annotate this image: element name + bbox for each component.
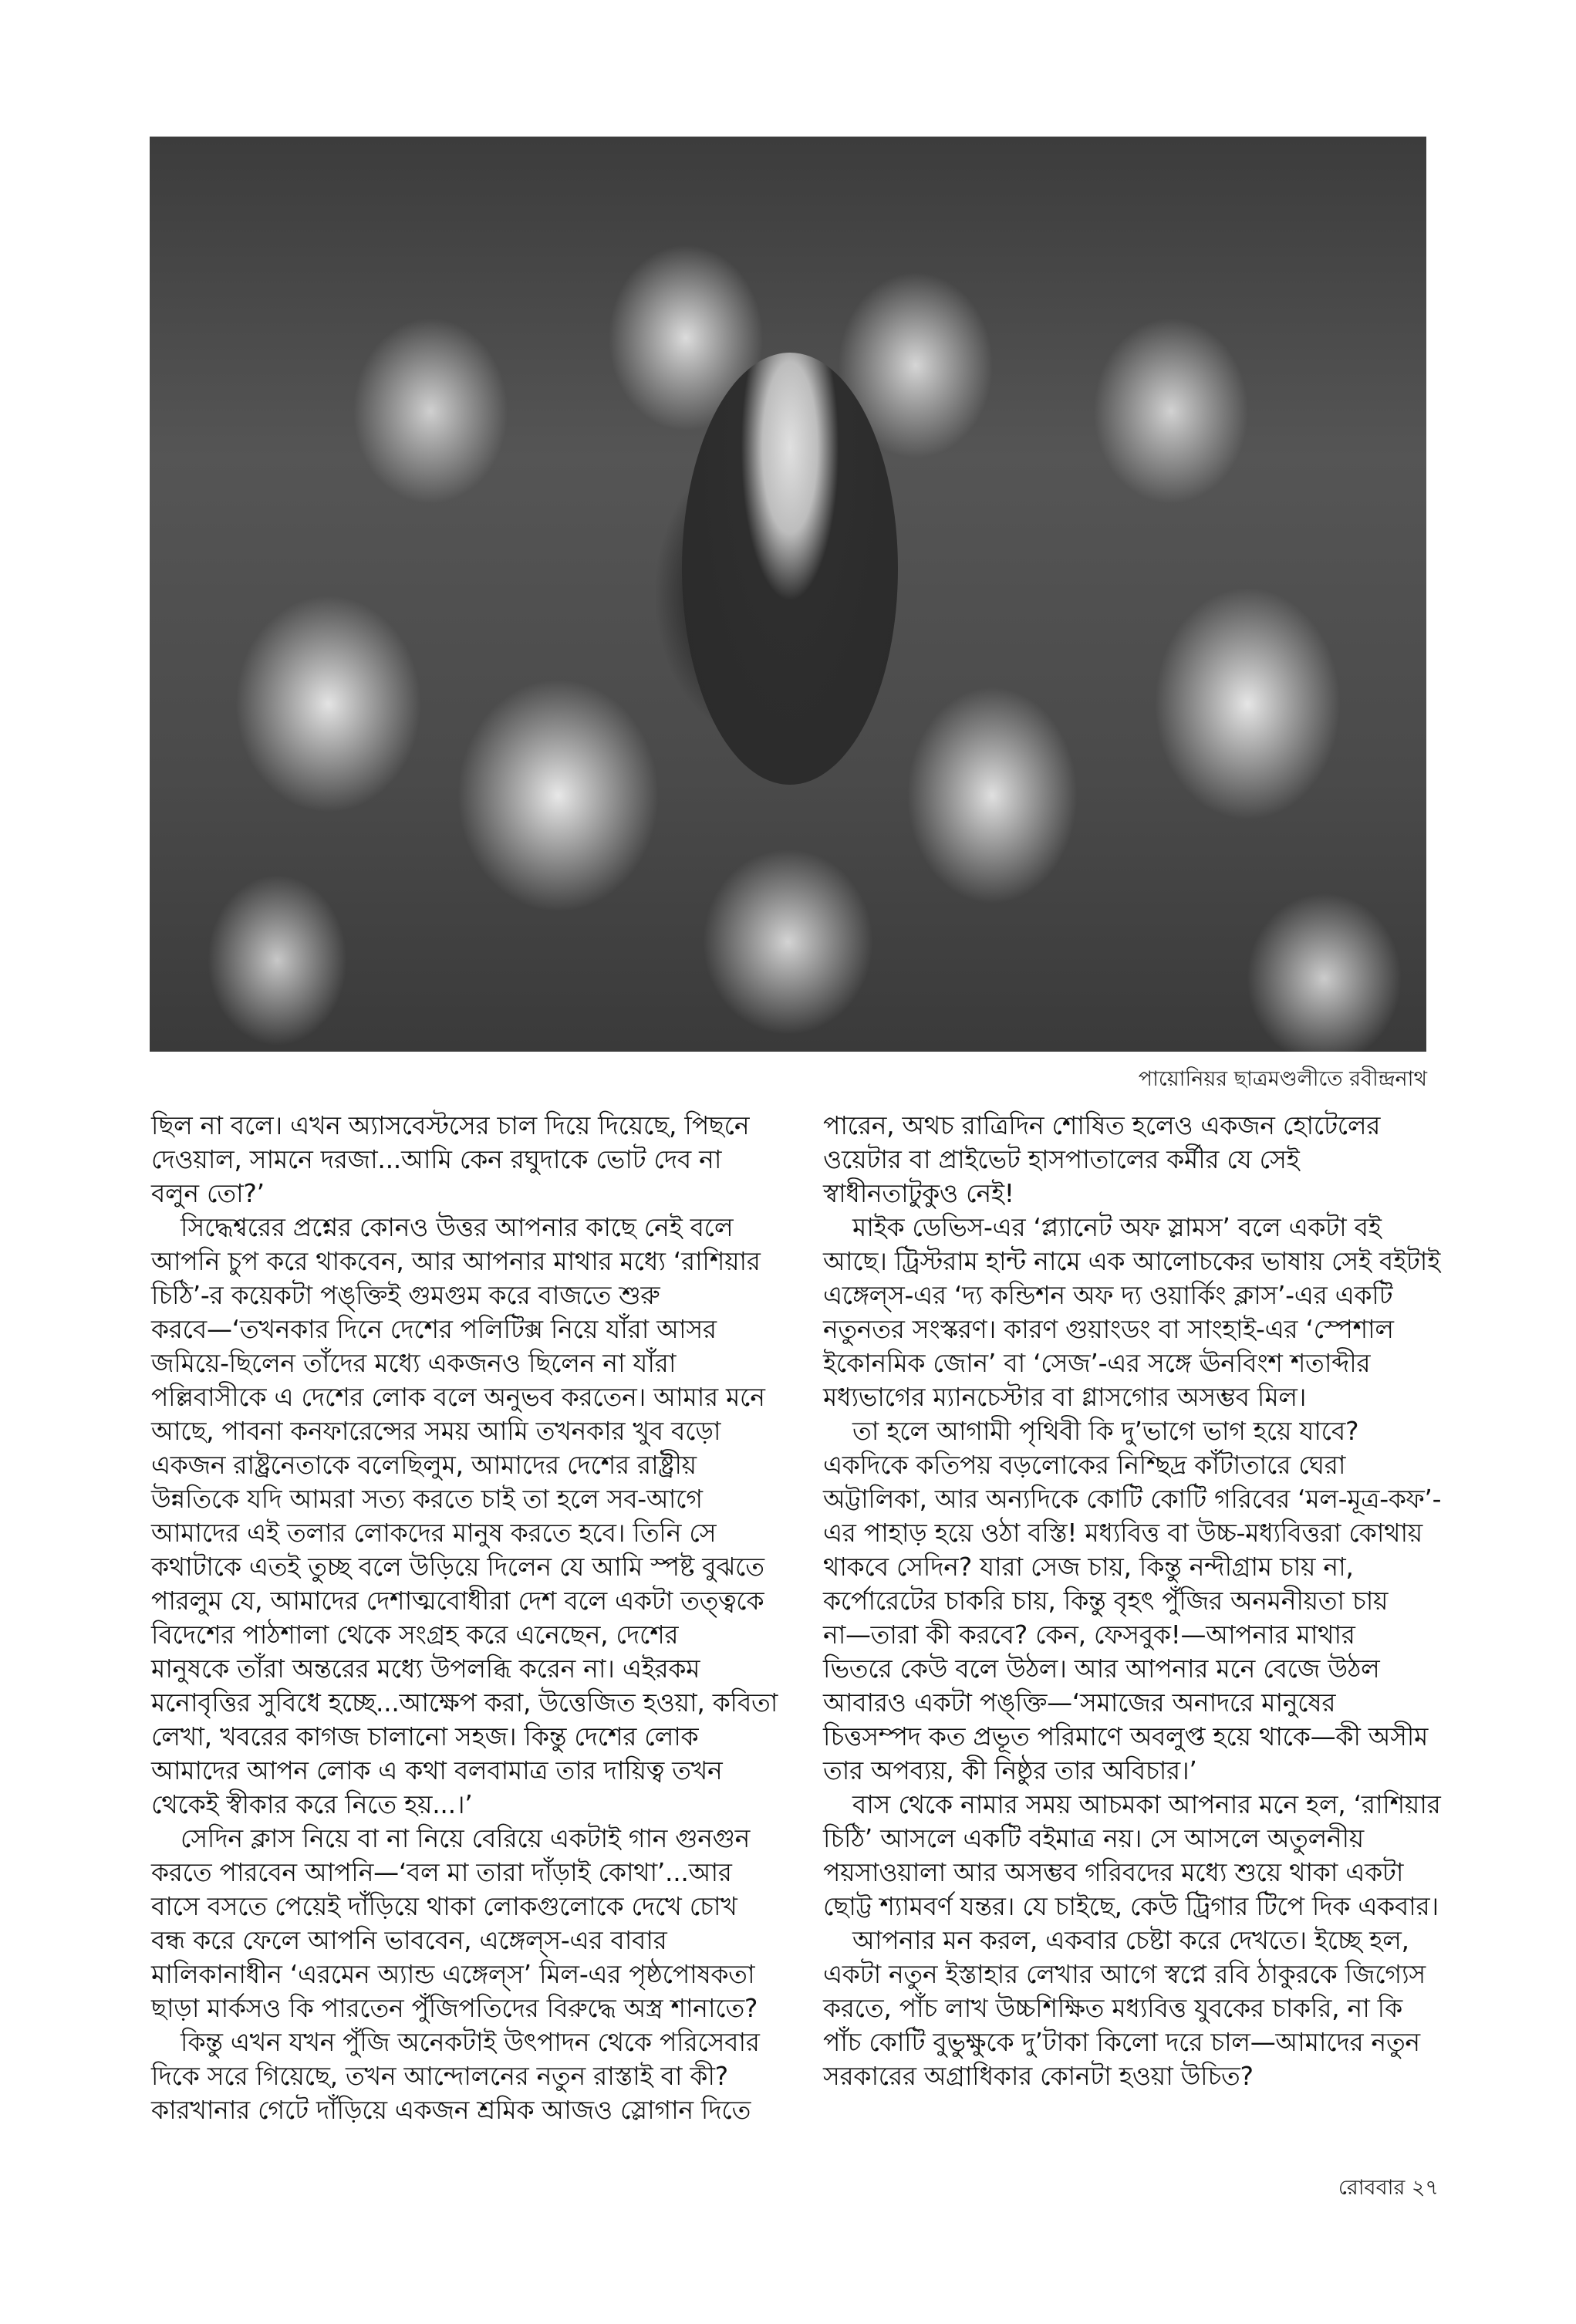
text-line: চিঠি’-র কয়েকটা পঙ্‌ক্তিই গুমগুম করে বাজতে শুরু (151, 1280, 660, 1310)
text-line: বন্ধ করে ফেলে আপনি ভাববেন, এঙ্গেল্‌স-এর বাবার (151, 1925, 667, 1955)
text-line: সেদিন ক্লাস নিয়ে বা না নিয়ে বেরিয়ে একটাই গান গুনগুন (181, 1823, 751, 1853)
text-line: থেকেই স্বীকার করে নিতে হয়...।’ (151, 1789, 473, 1819)
text-line: নতুনতর সংস্করণ। কারণ গুয়াংডং বা সাংহাই-এর ‘স্পেশাল (823, 1314, 1394, 1344)
text-line: মনোবৃত্তির সুবিধে হচ্ছে...আক্ষেপ করা, উত্তেজিত হওয়া, কবিতা (151, 1687, 778, 1718)
text-line: মালিকানাধীন ‘এরমেন অ্যান্ড এঙ্গেল্‌স’ মিল-এর পৃষ্ঠপোষকতা (151, 1959, 755, 1989)
text-line: আপনার মন করল, একবার চেষ্টা করে দেখতে। ইচ্ছে হল, (852, 1925, 1409, 1955)
text-line: বাসে বসতে পেয়েই দাঁড়িয়ে থাকা লোকগুলোকে দেখে চোখ (151, 1891, 737, 1921)
text-line: তার অপব্যয়, কী নিষ্ঠুর তার অবিচার।’ (823, 1755, 1197, 1785)
text-line: আছে। ট্রিস্টরাম হান্ট নামে এক আলোচকের ভাষায় সেই বইটাই (823, 1246, 1440, 1276)
text-line: ছিল না বলে। এখন অ্যাসবেস্টসের চাল দিয়ে দিয়েছে, পিছনে (151, 1110, 750, 1140)
article-column-left (151, 1109, 807, 2127)
text-line: জমিয়ে-ছিলেন তাঁদের মধ্যে একজনও ছিলেন না যাঁরা (151, 1348, 677, 1378)
text-line: তা হলে আগামী পৃথিবী কি দু’ভাগে ভাগ হয়ে যাবে? (852, 1416, 1359, 1446)
text-line: অট্টালিকা, আর অন্যদিকে কোটি কোটি গরিবের ‘মল-মূত্র-কফ’- (823, 1484, 1442, 1514)
text-line: ওয়েটার বা প্রাইভেট হাসপাতালের কর্মীর যে সেই (823, 1144, 1300, 1174)
text-line: আমাদের আপন লোক এ কথা বলবামাত্র তার দায়িত্ব তখন (151, 1755, 723, 1785)
text-line: দেওয়াল, সামনে দরজা...আমি কেন রঘুদাকে ভোট দেব না (151, 1144, 722, 1174)
text-line: বিদেশের পাঠশালা থেকে সংগ্রহ করে এনেছেন, দেশের (151, 1620, 679, 1650)
article-photo (150, 137, 1426, 1052)
text-line: থাকবে সেদিন? যারা সেজ চায়, কিন্তু নন্দীগ্রাম চায় না, (823, 1552, 1354, 1582)
text-line: কারখানার গেটে দাঁড়িয়ে একজন শ্রমিক আজও স্লোগান দিতে (151, 2095, 751, 2125)
text-line: উন্নতিকে যদি আমরা সত্য করতে চাই তা হলে সব-আগে (151, 1484, 703, 1514)
text-line: ইকোনমিক জোন’ বা ‘সেজ’-এর সঙ্গে ঊনবিংশ শতাব্দীর (823, 1348, 1371, 1378)
text-line: পাঁচ কোটি বুভুক্ষুকে দু’টাকা কিলো দরে চাল—আমাদের নতুন (823, 2027, 1420, 2057)
text-line: পল্লিবাসীকে এ দেশের লোক বলে অনুভব করতেন। আমার মনে (151, 1382, 765, 1412)
text-line: লেখা, খবরের কাগজ চালানো সহজ। কিন্তু দেশের লোক (151, 1721, 699, 1751)
text-line: বলুন তো?’ (151, 1178, 265, 1208)
text-line: আপনি চুপ করে থাকবেন, আর আপনার মাথার মধ্যে ‘রাশিয়ার (151, 1246, 761, 1276)
text-line: একদিকে কতিপয় বড়লোকের নিশ্ছিদ্র কাঁটাতারে ঘেরা (823, 1450, 1346, 1480)
text-line: মাইক ডেভিস-এর ‘প্ল্যানেট অফ স্লামস’ বলে একটা বই (852, 1212, 1382, 1242)
text-line: চিত্তসম্পদ কত প্রভূত পরিমাণে অবলুপ্ত হয়ে থাকে—কী অসীম (823, 1721, 1429, 1751)
text-line: কিন্তু এখন যখন পুঁজি অনেকটাই উৎপাদন থেকে পরিসেবার (181, 2027, 760, 2057)
text-line: চিঠি’ আসলে একটি বইমাত্র নয়। সে আসলে অতুলনীয় (823, 1823, 1364, 1853)
text-line: ভিতরে কেউ বলে উঠল। আর আপনার মনে বেজে উঠল (823, 1653, 1380, 1684)
text-line: আমাদের এই তলার লোকদের মানুষ করতে হবে। তিনি সে (151, 1518, 717, 1548)
text-line: না—তারা কী করবে? কেন, ফেসবুক!—আপনার মাথার (823, 1620, 1355, 1650)
text-line: পয়সাওয়ালা আর অসম্ভব গরিবদের মধ্যে শুয়ে থাকা একটা (823, 1857, 1404, 1887)
page-folio: রোববার ২৭ (1338, 2176, 1439, 2200)
photo-caption: পায়োনিয়র ছাত্রমণ্ডলীতে রবীন্দ্রনাথ (1138, 1067, 1427, 1091)
text-line: সরকারের অগ্রাধিকার কোনটা হওয়া উচিত? (823, 2061, 1254, 2091)
text-line: আবারও একটা পঙ্‌ক্তি—‘সমাজের অনাদরে মানুষের (823, 1687, 1336, 1718)
text-line: পারেন, অথচ রাত্রিদিন শোষিত হলেও একজন হোটেলের (823, 1110, 1381, 1140)
text-line: করবে—‘তখনকার দিনে দেশের পলিটিক্স নিয়ে যাঁরা আসর (151, 1314, 717, 1344)
text-line: পারলুম যে, আমাদের দেশাত্মবোধীরা দেশ বলে একটা তত্ত্বকে (151, 1586, 764, 1616)
text-line: করতে, পাঁচ লাখ উচ্চশিক্ষিত মধ্যবিত্ত যুবকের চাকরি, না কি (823, 1993, 1402, 2023)
text-line: মধ্যভাগের ম্যানচেস্টার বা গ্লাসগোর অসম্ভব মিল। (823, 1382, 1307, 1412)
text-line: আছে, পাবনা কনফারেন্সের সময় আমি তখনকার খুব বড়ো (151, 1416, 721, 1446)
article-column-right (823, 1109, 1456, 2093)
text-line: এর পাহাড় হয়ে ওঠা বস্তি! মধ্যবিত্ত বা উচ্চ-মধ্যবিত্তরা কোথায় (823, 1518, 1422, 1548)
central-figure (682, 353, 898, 785)
text-line: স্বাধীনতাটুকুও নেই! (823, 1178, 1014, 1208)
text-line: কথাটাকে এতই তুচ্ছ বলে উড়িয়ে দিলেন যে আমি স্পষ্ট বুঝতে (151, 1552, 764, 1582)
text-line: কর্পোরেটের চাকরি চায়, কিন্তু বৃহৎ পুঁজির অনমনীয়তা চায় (823, 1586, 1389, 1616)
text-line: মানুষকে তাঁরা অন্তরের মধ্যে উপলব্ধি করেন না। এইরকম (151, 1653, 700, 1684)
text-line: সিদ্ধেশ্বরের প্রশ্নের কোনও উত্তর আপনার কাছে নেই বলে (181, 1212, 734, 1242)
text-line: ছাড়া মার্কসও কি পারতেন পুঁজিপতিদের বিরুদ্ধে অস্ত্র শানাতে? (151, 1993, 758, 2023)
text-line: এঙ্গেল্‌স-এর ‘দ্য কন্ডিশন অফ দ্য ওয়ার্কিং ক্লাস’-এর একটি (823, 1280, 1393, 1310)
text-line: দিকে সরে গিয়েছে, তখন আন্দোলনের নতুন রাস্তাই বা কী? (151, 2061, 728, 2091)
text-line: ছোট্ট শ্যামবর্ণ যন্তর। যে চাইছে, কেউ ট্রিগার টিপে দিক একবার। (823, 1891, 1439, 1921)
text-line: করতে পারবেন আপনি—‘বল মা তারা দাঁড়াই কোথা’...আর (151, 1857, 732, 1887)
text-line: একজন রাষ্ট্রনেতাকে বলেছিলুম, আমাদের দেশের রাষ্ট্রীয় (151, 1450, 697, 1480)
text-line: একটা নতুন ইস্তাহার লেখার আগে স্বপ্নে রবি ঠাকুরকে জিগ্যেস (823, 1959, 1426, 1989)
text-line: বাস থেকে নামার সময় আচমকা আপনার মনে হল, ‘রাশিয়ার (852, 1789, 1441, 1819)
